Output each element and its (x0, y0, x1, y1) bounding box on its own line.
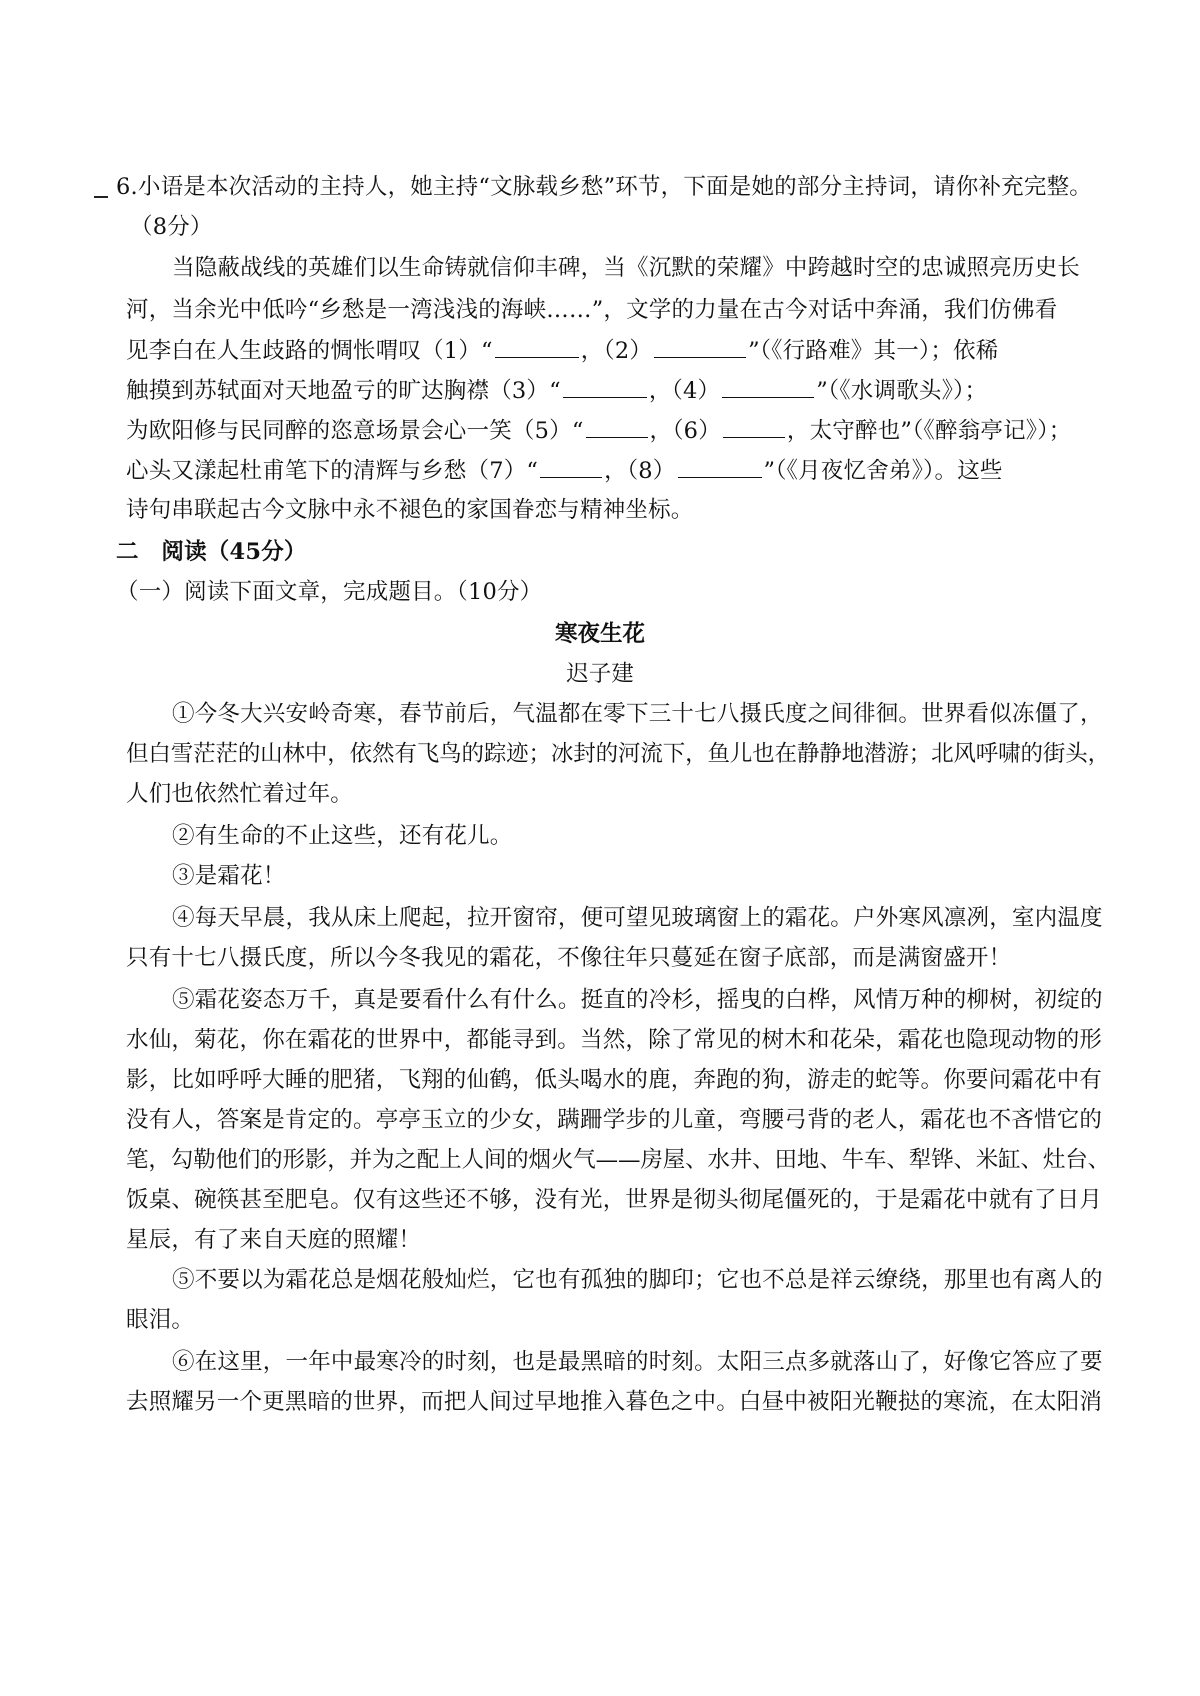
article-title: 寒夜生花 (554, 621, 645, 647)
question-stem: 小语是本次活动的主持人，她主持“文脉载乡愁”环节，下面是她的部分主持词，请你补充完整。 (137, 174, 1092, 200)
passage-line-1: 当隐蔽战线的英雄们以生命铸就信仰丰碑，当《沉默的荣耀》中跨越时空的忠诚照亮历史长 (172, 255, 1081, 281)
article-line-10: 影，比如呼呼大睡的肥猪，飞翔的仙鹤，低头喝水的鹿，奔跑的狗，游走的蛇等。你要问霜花中有 (126, 1067, 1103, 1093)
blank-line-2-post: ”（《水调歌头》）； (816, 378, 988, 404)
blank-line-4 (126, 455, 1003, 486)
article-line-8: ⑤霜花姿态万千，真是要看什么有什么。挺直的冷杉，摇曳的白桦，风情万种的柳树，初绽的 (172, 987, 1103, 1013)
answer-blank-8[interactable] (678, 455, 762, 478)
section-2-part-1: （一）阅读下面文章，完成题目。（10分） (116, 579, 543, 605)
blank-line-4-post: ”（《月夜忆舍弟》）。这些 (763, 458, 1003, 484)
article-line-7: 只有十七八摄氏度，所以今冬我见的霜花，不像往年只蔓延在窗子底部，而是满窗盛开！ (126, 945, 1012, 971)
article-line-1: ①今冬大兴安岭奇寒，春节前后，气温都在零下三十七八摄氏度之间徘徊。世界看似冻僵了， (172, 701, 1103, 727)
question-number: 6. (116, 174, 138, 200)
blank-line-2-mid: ，（4） (648, 378, 721, 404)
blank-line-1 (126, 335, 998, 366)
article-line-16: 眼泪。 (126, 1307, 195, 1333)
article-line-15: ⑤不要以为霜花总是烟花般灿烂，它也有孤独的脚印；它也不总是祥云缭绕，那里也有离人的 (172, 1267, 1103, 1293)
article-line-14: 星辰，有了来自天庭的照耀！ (126, 1227, 422, 1253)
answer-blank-1[interactable] (495, 335, 579, 358)
blank-line-3-mid: ，（6） (649, 418, 721, 444)
blank-line-3 (126, 415, 1071, 446)
blank-line-4-pre: 心头又漾起杜甫笔下的清辉与乡愁（7）“ (126, 458, 539, 484)
answer-blank-7[interactable] (540, 455, 602, 478)
question-6-stem (116, 172, 1092, 202)
article-line-17: ⑥在这里，一年中最寒冷的时刻，也是最黑暗的时刻。太阳三点多就落山了，好像它答应了要 (172, 1349, 1103, 1375)
blank-line-1-pre: 见李白在人生歧路的惆怅喟叹（1）“ (126, 338, 493, 364)
passage-line-2: 河，当余光中低吟“乡愁是一湾浅浅的海峡……”，文学的力量在古今对话中奔涌，我们仿佛看 (126, 297, 1058, 323)
article-line-6: ④每天早晨，我从床上爬起，拉开窗帘，便可望见玻璃窗上的霜花。户外寒风凛冽，室内温度 (172, 905, 1103, 931)
blank-line-2 (126, 375, 987, 406)
blank-line-1-mid: ，（2） (580, 338, 653, 364)
article-line-3: 人们也依然忙着过年。 (126, 781, 354, 807)
answer-blank-5[interactable] (586, 415, 648, 438)
article-line-13: 饭桌、碗筷甚至肥皂。仅有这些还不够，没有光，世界是彻头彻尾僵死的，于是霜花中就有了日月 (126, 1187, 1103, 1213)
answer-blank-2[interactable] (654, 335, 746, 358)
section-2-heading: 二 阅读（45分） (116, 539, 307, 565)
blank-line-2-pre: 触摸到苏轼面对天地盈亏的旷达胸襟（3）“ (126, 378, 561, 404)
blank-line-3-pre: 为欧阳修与民同醉的恣意场景会心一笑（5）“ (126, 418, 584, 444)
article-author: 迟子建 (566, 661, 634, 687)
article-line-9: 水仙，菊花，你在霜花的世界中，都能寻到。当然，除了常见的树木和花朵，霜花也隐现动物的形 (126, 1027, 1103, 1053)
article-line-5: ③是霜花！ (172, 863, 286, 889)
question-6-score: （8分） (130, 214, 213, 240)
answer-blank-4[interactable] (722, 375, 814, 398)
passage-closing-line: 诗句串联起古今文脉中永不褪色的家国眷恋与精神坐标。 (126, 497, 694, 523)
blank-line-4-mid: ，（8） (604, 458, 676, 484)
answer-blank-3[interactable] (563, 375, 647, 398)
answer-blank-6[interactable] (723, 415, 785, 438)
blank-line-1-post: ”（《行路难》其一）；依稀 (748, 338, 999, 364)
article-line-11: 没有人，答案是肯定的。亭亭玉立的少女，蹒跚学步的儿童，弯腰弓背的老人，霜花也不吝惜它的 (126, 1107, 1103, 1133)
blank-line-3-post: ，太守醉也”（《醉翁亭记》）； (786, 418, 1072, 444)
scan-mark (94, 196, 108, 198)
article-line-4: ②有生命的不止这些，还有花儿。 (172, 823, 513, 849)
article-line-18: 去照耀另一个更黑暗的世界，而把人间过早地推入暮色之中。白昼中被阳光鞭挞的寒流，在太阳消 (126, 1389, 1103, 1415)
article-line-2: 但白雪茫茫的山林中，依然有飞鸟的踪迹；冰封的河流下，鱼儿也在静静地潜游；北风呼啸的街头， (126, 741, 1110, 767)
article-line-12: 笔，勾勒他们的形影，并为之配上人间的烟火气——房屋、水井、田地、牛车、犁铧、米缸、灶台、 (126, 1147, 1110, 1173)
